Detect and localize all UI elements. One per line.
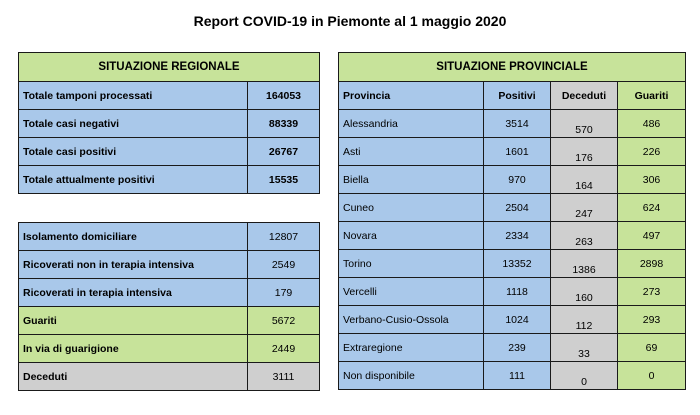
guariti-cell: 624 — [618, 194, 686, 222]
table-row — [339, 362, 686, 390]
table-row — [19, 166, 320, 194]
status-value: 12807 — [248, 223, 320, 251]
provincia-cell: Asti — [339, 138, 484, 166]
table-row — [339, 334, 686, 362]
provincia-cell: Vercelli — [339, 278, 484, 306]
positivi-cell: 239 — [484, 334, 551, 362]
provincia-cell: Novara — [339, 222, 484, 250]
deceduti-cell: 570 — [551, 110, 618, 138]
table-row — [339, 138, 686, 166]
positivi-cell: 1601 — [484, 138, 551, 166]
guariti-cell: 273 — [618, 278, 686, 306]
provincial-header-row — [339, 53, 686, 82]
table-row — [19, 307, 320, 335]
deceduti-cell: 1386 — [551, 250, 618, 278]
positivi-cell: 970 — [484, 166, 551, 194]
status-label: Ricoverati in terapia intensiva — [19, 279, 248, 307]
guariti-cell: 226 — [618, 138, 686, 166]
status-value: 2549 — [248, 251, 320, 279]
deceduti-cell: 247 — [551, 194, 618, 222]
column-header-provincia: Provincia — [339, 82, 484, 110]
regional-label: Totale casi positivi — [19, 138, 248, 166]
regional-value: 164053 — [248, 82, 320, 110]
status-label: Deceduti — [19, 363, 248, 391]
provincia-cell: Cuneo — [339, 194, 484, 222]
status-table — [18, 222, 320, 391]
table-row — [339, 110, 686, 138]
guariti-cell: 486 — [618, 110, 686, 138]
regional-header: SITUAZIONE REGIONALE — [19, 53, 320, 82]
provincia-cell: Alessandria — [339, 110, 484, 138]
deceduti-cell: 112 — [551, 306, 618, 334]
table-row — [19, 223, 320, 251]
table-row — [19, 251, 320, 279]
page-title: Report COVID-19 in Piemonte al 1 maggio 2020 — [193, 13, 507, 29]
positivi-cell: 3514 — [484, 110, 551, 138]
table-row — [19, 110, 320, 138]
regional-header-row — [19, 53, 320, 82]
table-row — [339, 250, 686, 278]
provincia-cell: Biella — [339, 166, 484, 194]
guariti-cell: 293 — [618, 306, 686, 334]
regional-label: Totale attualmente positivi — [19, 166, 248, 194]
table-row — [19, 279, 320, 307]
positivi-cell: 2334 — [484, 222, 551, 250]
regional-value: 26767 — [248, 138, 320, 166]
regional-label: Totale casi negativi — [19, 110, 248, 138]
regional-label: Totale tamponi processati — [19, 82, 248, 110]
deceduti-cell: 263 — [551, 222, 618, 250]
status-label: Ricoverati non in terapia intensiva — [19, 251, 248, 279]
table-row — [339, 194, 686, 222]
table-row — [339, 222, 686, 250]
deceduti-cell: 33 — [551, 334, 618, 362]
guariti-cell: 497 — [618, 222, 686, 250]
status-label: Isolamento domiciliare — [19, 223, 248, 251]
status-value: 2449 — [248, 335, 320, 363]
status-value: 179 — [248, 279, 320, 307]
positivi-cell: 1118 — [484, 278, 551, 306]
deceduti-cell: 0 — [551, 362, 618, 390]
guariti-cell: 0 — [618, 362, 686, 390]
regional-table — [18, 52, 320, 194]
table-row — [339, 166, 686, 194]
positivi-cell: 13352 — [484, 250, 551, 278]
deceduti-cell: 164 — [551, 166, 618, 194]
status-label: In via di guarigione — [19, 335, 248, 363]
provincia-cell: Torino — [339, 250, 484, 278]
column-header-deceduti: Deceduti — [551, 82, 618, 110]
positivi-cell: 111 — [484, 362, 551, 390]
provincia-cell: Extraregione — [339, 334, 484, 362]
provincia-cell: Non disponibile — [339, 362, 484, 390]
deceduti-cell: 176 — [551, 138, 618, 166]
provincial-header: SITUAZIONE PROVINCIALE — [339, 53, 686, 82]
status-value: 3111 — [248, 363, 320, 391]
table-row — [339, 306, 686, 334]
table-row — [19, 82, 320, 110]
table-row — [19, 335, 320, 363]
provincia-cell: Verbano-Cusio-Ossola — [339, 306, 484, 334]
positivi-cell: 1024 — [484, 306, 551, 334]
status-label: Guariti — [19, 307, 248, 335]
guariti-cell: 2898 — [618, 250, 686, 278]
provincial-column-headers — [339, 82, 686, 110]
deceduti-cell: 160 — [551, 278, 618, 306]
column-header-positivi: Positivi — [484, 82, 551, 110]
table-row — [19, 363, 320, 391]
regional-value: 88339 — [248, 110, 320, 138]
guariti-cell: 306 — [618, 166, 686, 194]
status-value: 5672 — [248, 307, 320, 335]
table-row — [19, 138, 320, 166]
provincial-table — [338, 52, 686, 390]
column-header-guariti: Guariti — [618, 82, 686, 110]
table-row — [339, 278, 686, 306]
positivi-cell: 2504 — [484, 194, 551, 222]
regional-value: 15535 — [248, 166, 320, 194]
guariti-cell: 69 — [618, 334, 686, 362]
